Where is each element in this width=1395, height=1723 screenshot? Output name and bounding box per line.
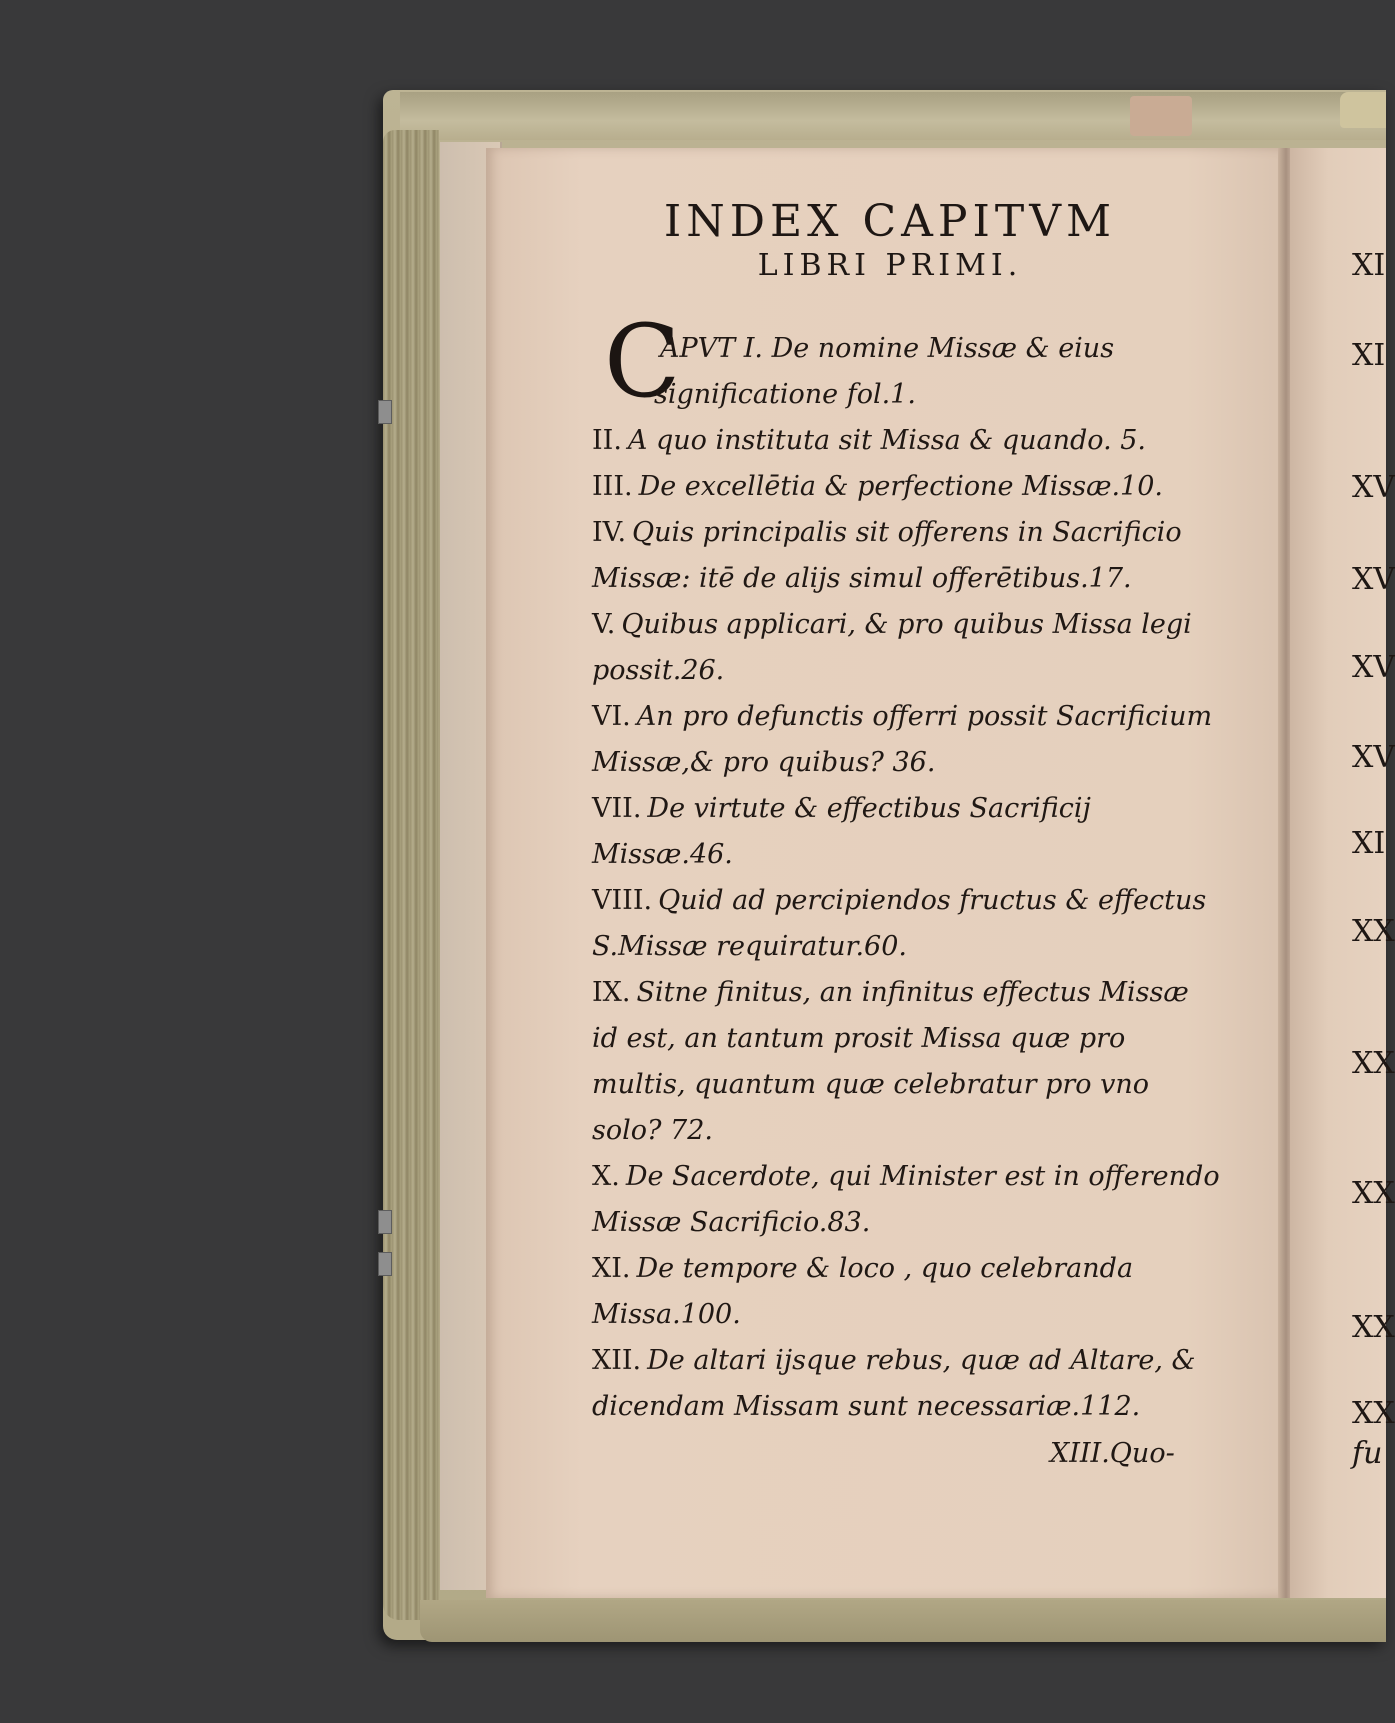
right-page-fragment: XI — [1352, 248, 1386, 283]
clasp-bottom-2 — [378, 1252, 392, 1276]
clasp-bottom — [378, 1210, 392, 1234]
cover-bottom-edge — [420, 1600, 1386, 1642]
chapter-entry: X. De Sacerdote, qui Minister est in offerendo Missæ Sacrificio.83. — [592, 1161, 1220, 1238]
chapter-entry: VII. De virtute & effectibus Sacrificij Missæ.46. — [592, 793, 1091, 870]
page-title: INDEX CAPITVM — [663, 196, 1117, 247]
chapter-entry: III. De excellētia & perfectione Missæ.10. — [592, 471, 1163, 502]
right-page-fragment: XX — [1352, 1310, 1395, 1345]
right-page-fragment: fu — [1352, 1436, 1383, 1471]
right-page-fragment: XX — [1352, 1396, 1395, 1431]
right-page-fragment: XV — [1352, 650, 1395, 685]
chapter-entry: APVT I. De nomine Missæ & eius significatione fol.1. — [654, 333, 1115, 410]
right-page-fragment: XV — [1352, 470, 1395, 505]
right-page-fragment: XX — [1352, 914, 1395, 949]
chapter-entry: II. A quo instituta sit Missa & quando. 5. — [592, 425, 1147, 456]
chapter-index-list — [592, 326, 1222, 1430]
right-page-fragment: XV — [1352, 740, 1395, 775]
chapter-entry: XI. De tempore & loco , quo celebranda Missa.100. — [592, 1253, 1134, 1330]
right-page-fragment: XX — [1352, 1046, 1395, 1081]
right-page-fragment: XI — [1352, 338, 1386, 373]
chapter-entry: IV. Quis principalis sit offerens in Sacrificio Missæ: itē de alijs simul offerētibus.17. — [592, 517, 1182, 594]
drop-capital: C — [604, 303, 681, 420]
chapter-entry: V. Quibus applicari, & pro quibus Missa legi possit.26. — [592, 609, 1192, 686]
right-page-fragment: XX — [1352, 1176, 1395, 1211]
right-page-fragment: XV — [1352, 562, 1395, 597]
right-page-fragment: XI — [1352, 826, 1386, 861]
cover-left-edge — [383, 130, 439, 1620]
page-subtitle: LIBRI PRIMI. — [757, 248, 1023, 283]
chapter-entry: XII. De altari ijsque rebus, quæ ad Altare, & dicendam Missam sunt necessariæ.112. — [592, 1345, 1196, 1422]
catchword: XIII.Quo- — [1050, 1438, 1175, 1469]
cover-tab — [1130, 96, 1192, 136]
spine-tie — [1340, 92, 1386, 128]
cover-top-edge — [400, 92, 1386, 140]
chapter-entry: IX. Sitne finitus, an infinitus effectus Missæ id est, an tantum prosit Missa quæ pro multis, quantum quæ celebratur pro vno solo? 72. — [592, 977, 1189, 1146]
chapter-entry: VIII. Quid ad percipiendos fructus & effectus S.Missæ requiratur.60. — [592, 885, 1207, 962]
chapter-entry: VI. An pro defunctis offerri possit Sacrificium Missæ,& pro quibus? 36. — [592, 701, 1213, 778]
clasp-top — [378, 400, 392, 424]
